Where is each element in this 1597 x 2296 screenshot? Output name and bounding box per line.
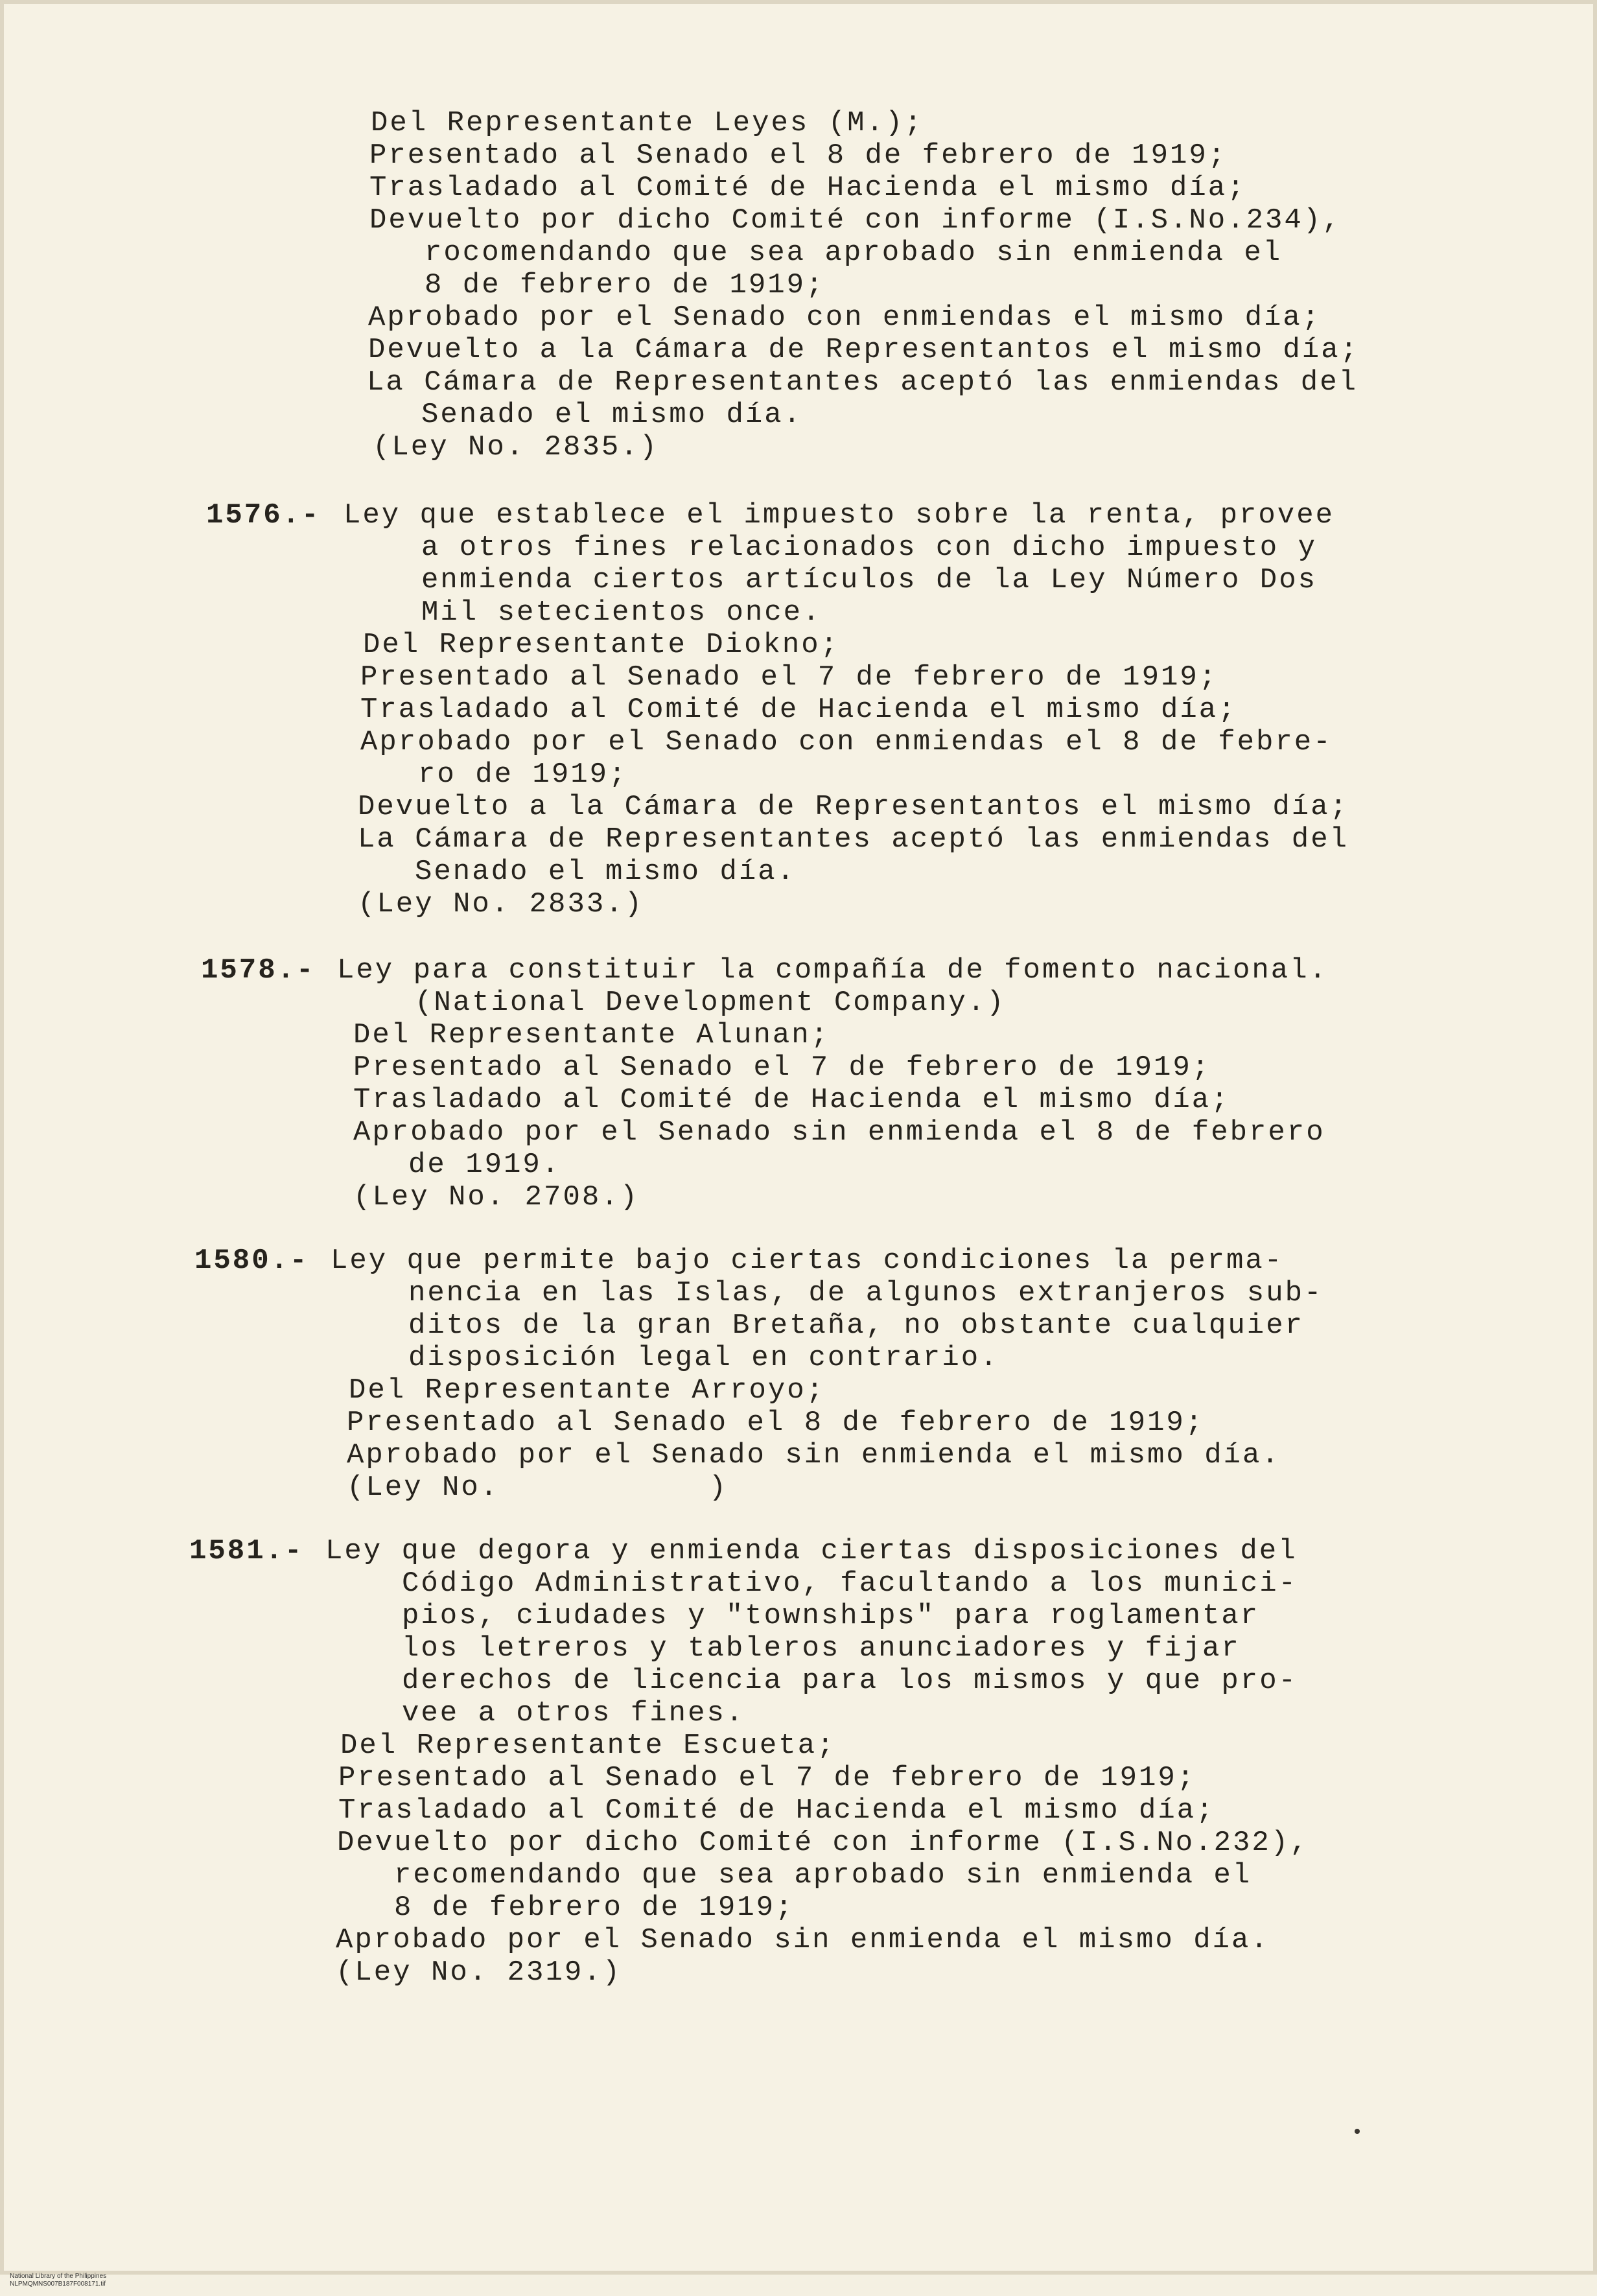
ink-mark bbox=[1355, 2129, 1360, 2134]
line: Devuelto por dicho Comité con informe (I.S.No.232), bbox=[337, 1827, 1309, 1859]
line: La Cámara de Representantes aceptó las enmiendas del bbox=[358, 823, 1349, 856]
entry-title-line: derechos de licencia para los mismos y que pro- bbox=[402, 1665, 1298, 1697]
line: Del Representante Escueta; bbox=[340, 1729, 836, 1762]
entry-title-line: Ley que permite bajo ciertas condiciones la perma- bbox=[331, 1245, 1284, 1277]
line: La Cámara de Representantes aceptó las enmiendas del bbox=[367, 366, 1358, 399]
entry-title-line: vee a otros fines. bbox=[402, 1697, 745, 1729]
line: 8 de febrero de 1919; bbox=[425, 269, 825, 301]
line: ro de 1919; bbox=[418, 758, 628, 791]
line: Aprobado por el Senado sin enmienda el mismo día. bbox=[347, 1439, 1281, 1471]
line: Devuelto a la Cámara de Representantos el mismo día; bbox=[358, 791, 1349, 823]
line: Aprobado por el Senado con enmiendas el mismo día; bbox=[368, 301, 1322, 334]
line: Aprobado por el Senado con enmiendas el 8 de febre- bbox=[360, 726, 1333, 758]
line: Del Representante Arroyo; bbox=[349, 1374, 826, 1407]
line: Presentado al Senado el 7 de febrero de 1919; bbox=[338, 1762, 1196, 1794]
footer-file: NLPMQMNS007B187F008171.tif bbox=[10, 2280, 106, 2288]
line: Presentado al Senado el 7 de febrero de 1919; bbox=[360, 661, 1218, 694]
line: (Ley No. ) bbox=[347, 1471, 729, 1504]
line: de 1919. bbox=[408, 1149, 561, 1181]
entry-title-line: a otros fines relacionados con dicho impuesto y bbox=[421, 532, 1318, 564]
line: Del Representante Leyes (M.); bbox=[371, 107, 924, 139]
entry-title-line: Ley que degora y enmienda ciertas disposiciones del bbox=[325, 1535, 1298, 1567]
line: Presentado al Senado el 8 de febrero de 1919; bbox=[369, 139, 1228, 172]
entry-title-line: (National Development Company.) bbox=[415, 987, 1006, 1019]
line: Senado el mismo día. bbox=[415, 856, 797, 888]
entry-title-line: los letreros y tableros anunciadores y fijar bbox=[402, 1632, 1241, 1665]
line: Trasladado al Comité de Hacienda el mismo día; bbox=[353, 1084, 1230, 1116]
entry-title-line: Ley que establece el impuesto sobre la renta, provee bbox=[344, 499, 1335, 532]
footer-library: National Library of the Philippines bbox=[10, 2273, 107, 2280]
entry-title-line: ditos de la gran Bretaña, no obstante cualquier bbox=[408, 1309, 1305, 1342]
entry-title-line: Mil setecientos once. bbox=[421, 596, 822, 629]
line: Trasladado al Comité de Hacienda el mismo día; bbox=[369, 172, 1246, 204]
entry-title-line: nencia en las Islas, de algunos extranjeros sub- bbox=[408, 1277, 1323, 1309]
entry-title-line: enmienda ciertos artículos de la Ley Número Dos bbox=[421, 564, 1318, 596]
line: Trasladado al Comité de Hacienda el mismo día; bbox=[360, 694, 1237, 726]
line: Devuelto a la Cámara de Representantos el mismo día; bbox=[368, 334, 1360, 366]
line: Presentado al Senado el 7 de febrero de 1919; bbox=[353, 1051, 1211, 1084]
entry-title-line: disposición legal en contrario. bbox=[408, 1342, 999, 1374]
line: Del Representante Diokno; bbox=[363, 629, 840, 661]
line: Senado el mismo día. bbox=[421, 399, 803, 431]
line: (Ley No. 2708.) bbox=[353, 1181, 640, 1213]
line: rocomendando que sea aprobado sin enmienda el bbox=[425, 237, 1283, 269]
line: Del Representante Alunan; bbox=[353, 1019, 830, 1051]
line: 8 de febrero de 1919; bbox=[394, 1892, 795, 1924]
entry-title-line: pios, ciudades y "townships" para roglamentar bbox=[402, 1600, 1260, 1632]
entry-number: 1578.- bbox=[201, 954, 316, 987]
line: Aprobado por el Senado sin enmienda el 8 de febrero bbox=[353, 1116, 1325, 1149]
entry-title-line: Código Administrativo, facultando a los munici- bbox=[402, 1567, 1298, 1600]
line: Presentado al Senado el 8 de febrero de 1919; bbox=[347, 1407, 1205, 1439]
line: (Ley No. 2835.) bbox=[373, 431, 659, 463]
line: Aprobado por el Senado sin enmienda el mismo día. bbox=[336, 1924, 1270, 1956]
line: (Ley No. 2319.) bbox=[336, 1956, 622, 1989]
line: Trasladado al Comité de Hacienda el mismo día; bbox=[338, 1794, 1215, 1827]
entry-number: 1580.- bbox=[194, 1245, 309, 1277]
entry-title-line: Ley para constituir la compañía de fomento nacional. bbox=[337, 954, 1329, 987]
entry-number: 1576.- bbox=[206, 499, 321, 532]
entry-number: 1581.- bbox=[189, 1535, 304, 1567]
line: Devuelto por dicho Comité con informe (I.S.No.234), bbox=[369, 204, 1342, 237]
line: recomendando que sea aprobado sin enmienda el bbox=[394, 1859, 1252, 1892]
line: (Ley No. 2833.) bbox=[358, 888, 644, 920]
scan-footer bbox=[3, 2265, 122, 2296]
